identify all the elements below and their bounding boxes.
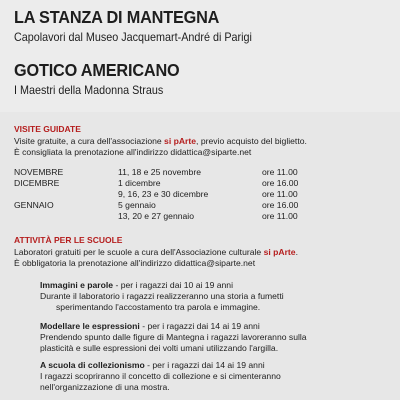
schedule-days: 1 dicembre xyxy=(118,178,161,188)
activity-description-line: Prendendo spunto dalle figure di Mantegna i ragazzi lavoreranno sulla xyxy=(40,332,307,342)
schedule-days: 11, 18 e 25 novembre xyxy=(118,167,201,177)
activity-description-line: sperimentando l'accostamento tra parola e immagine. xyxy=(56,302,261,312)
activity-title-line: Immagini e parole - per i ragazzi dai 10 ai 19 anni xyxy=(40,280,233,290)
brand-siparte: si pArte xyxy=(263,247,296,257)
activity-title-line: A scuola di collezionismo - per i ragazzi dai 14 ai 19 anni xyxy=(40,360,265,370)
exhibition-title-gotico: GOTICO AMERICANO xyxy=(14,60,180,80)
schedule-time: ore 11.00 xyxy=(262,167,298,177)
schedule-month: GENNAIO xyxy=(14,200,54,210)
scuole-intro-line: Laboratori gratuiti per le scuole a cura dell'Associazione culturale si pArte. xyxy=(14,247,298,257)
scuole-booking-line: È obbligatoria la prenotazione all'indirizzo didattica@siparte.net xyxy=(14,258,256,268)
schedule-days: 13, 20 e 27 gennaio xyxy=(118,211,194,221)
activity-description-line: nell'organizzazione di una mostra. xyxy=(40,382,170,392)
activity-title: Immagini e parole xyxy=(40,280,114,290)
activity-title-line: Modellare le espressioni - per i ragazzi dai 14 ai 19 anni xyxy=(40,321,260,331)
section-heading-visite: VISITE GUIDATE xyxy=(14,124,81,134)
visite-intro-line: Visite gratuite, a cura dell'associazione si pArte, previo acquisto del biglietto. xyxy=(14,136,307,146)
schedule-time: ore 11.00 xyxy=(262,211,298,221)
section-heading-scuole: ATTIVITÀ PER LE SCUOLE xyxy=(14,235,123,245)
activity-description-line: I ragazzi scopriranno il concetto di collezione e si cimenteranno xyxy=(40,371,281,381)
schedule-month: DICEMBRE xyxy=(14,178,60,188)
activity-title: A scuola di collezionismo xyxy=(40,360,145,370)
exhibition-subtitle-gotico: I Maestri della Madonna Straus xyxy=(14,84,164,97)
brand-siparte: si pArte xyxy=(164,136,197,146)
exhibition-title-mantegna: LA STANZA DI MANTEGNA xyxy=(14,7,220,27)
schedule-time: ore 11.00 xyxy=(262,189,298,199)
activity-title: Modellare le espressioni xyxy=(40,321,140,331)
schedule-month: NOVEMBRE xyxy=(14,167,64,177)
exhibition-subtitle-mantegna: Capolavori dal Museo Jacquemart-André di Parigi xyxy=(14,31,252,44)
schedule-time: ore 16.00 xyxy=(262,178,299,188)
activity-description-line: plasticità e sulle espressioni dei volti umani utilizzando l'argilla. xyxy=(40,343,279,353)
visite-booking-line: È consigliata la prenotazione all'indirizzo didattica@siparte.net xyxy=(14,147,252,157)
schedule-time: ore 16.00 xyxy=(262,200,299,210)
schedule-days: 5 gennaio xyxy=(118,200,156,210)
schedule-days: 9, 16, 23 e 30 dicembre xyxy=(118,189,209,199)
activity-description-line: Durante il laboratorio i ragazzi realizzeranno una storia a fumetti xyxy=(40,291,284,301)
